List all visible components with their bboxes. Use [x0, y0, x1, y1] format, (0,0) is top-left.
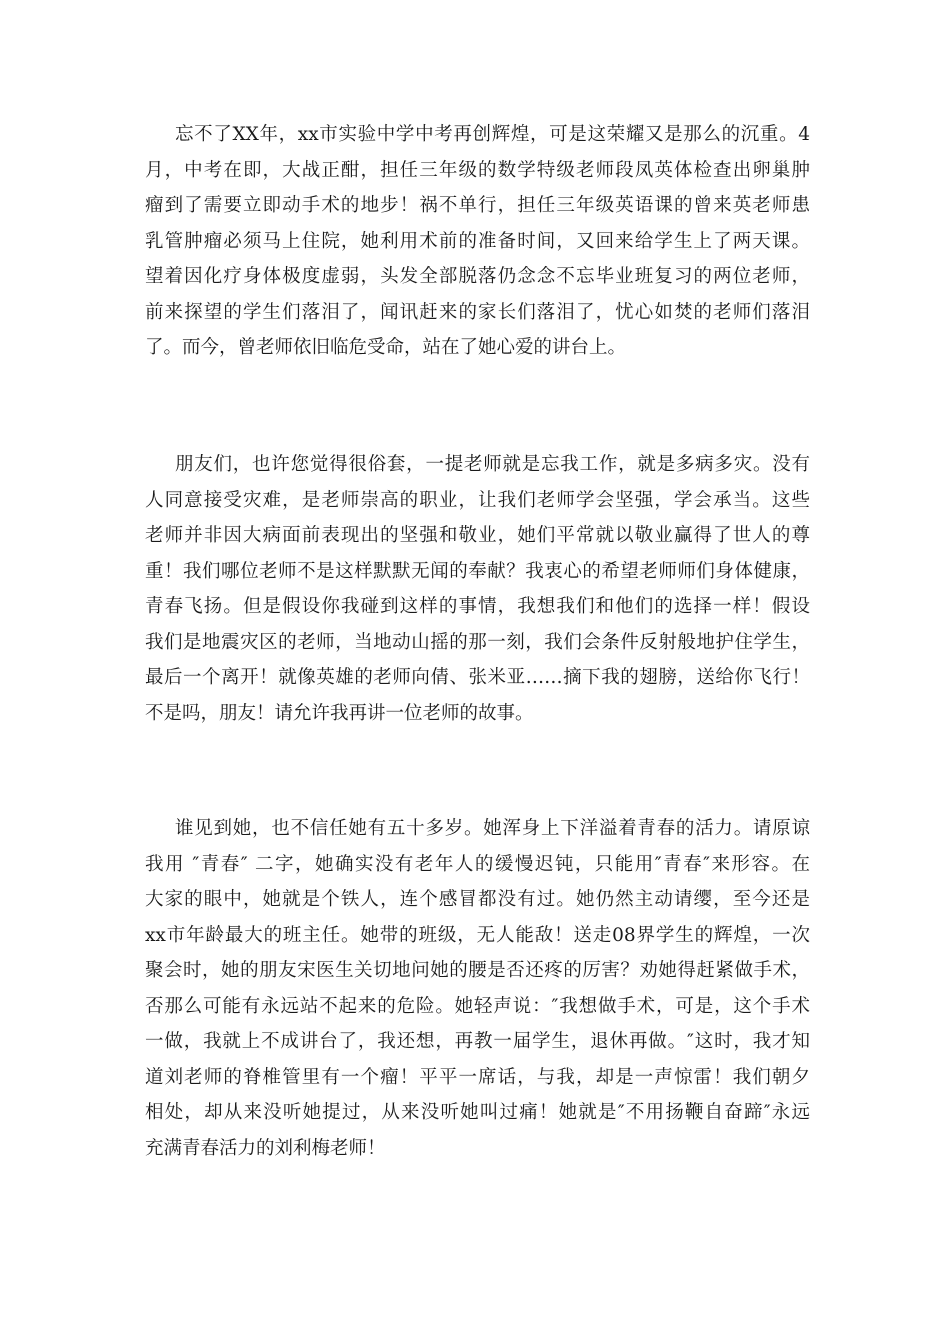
text-line: 谁见到她，也不信任她有五十多岁。她浑身上下洋溢着青春的活力。请原谅 — [175, 818, 810, 839]
text-line: 我们是地震灾区的老师，当地动山摇的那一刻，我们会条件反射般地护住学生， — [145, 631, 810, 653]
text-line: 人同意接受灾难，是老师崇高的职业，让我们老师学会坚强，学会承当。这些 — [145, 489, 810, 511]
text-line: 前来探望的学生们落泪了，闻讯赶来的家长们落泪了，忧心如焚的老师们落泪 — [145, 301, 810, 323]
text-line: 最后一个离开！就像英雄的老师向倩、张米亚……摘下我的翅膀，送给你飞行！ — [145, 667, 810, 688]
text-line: 我用 ″青春″ 二字，她确实没有老年人的缓慢迟钝，只能用″青春″来形容。在 — [145, 853, 810, 875]
text-line: 重！我们哪位老师不是这样默默无闻的奉献？我衷心的希望老师师们身体健康， — [145, 560, 810, 582]
text-line: 望着因化疗身体极度虚弱，头发全部脱落仍念念不忘毕业班复习的两位老师， — [145, 266, 810, 287]
text-line: 否那么可能有永远站不起来的危险。她轻声说：″我想做手术，可是，这个手术 — [145, 995, 810, 1017]
text-line: 道刘老师的脊椎管里有一个瘤！平平一席话，与我，却是一声惊雷！我们朝夕 — [145, 1066, 810, 1088]
text-line: 不是吗，朋友！请允许我再讲一位老师的故事。 — [145, 702, 534, 724]
text-line: 相处，却从来没听她提过，从来没听她叫过痛！她就是″不用扬鞭自奋蹄″永远 — [145, 1102, 810, 1123]
text-line: 一做，我就上不成讲台了，我还想，再教一届学生，退休再做。″这时，我才知 — [145, 1031, 810, 1052]
text-line: 老师并非因大病面前表现出的坚强和敬业，她们平常就以敬业赢得了世人的尊 — [145, 525, 810, 546]
text-line: xx市年龄最大的班主任。她带的班级，无人能敌！送走08界学生的辉煌，一次 — [145, 924, 810, 946]
text-line: 月，中考在即，大战正酣，担任三年级的数学特级老师段凤英体检查出卵巢肿 — [145, 159, 810, 181]
text-line: 朋友们，也许您觉得很俗套，一提老师就是忘我工作，就是多病多灾。没有 — [175, 454, 810, 475]
text-line: 大家的眼中，她就是个铁人，连个感冒都没有过。她仍然主动请缨，至今还是 — [145, 889, 810, 910]
text-line: 聚会时，她的朋友宋医生关切地问她的腰是否还疼的厉害？劝她得赶紧做手术， — [145, 960, 810, 981]
text-line: 乳管肿瘤必须马上住院，她利用术前的准备时间，又回来给学生上了两天课。 — [145, 230, 810, 252]
text-line: 忘不了XX年，xx市实验中学中考再创辉煌，可是这荣耀又是那么的沉重。4 — [175, 124, 810, 145]
text-line: 瘤到了需要立即动手术的地步！祸不单行，担任三年级英语课的曾来英老师患 — [145, 195, 810, 216]
paragraph-2 — [145, 447, 810, 731]
text-line: 了。而今，曾老师依旧临危受命，站在了她心爱的讲台上。 — [145, 337, 627, 358]
text-line: 充满青春活力的刘利梅老师！ — [145, 1137, 386, 1159]
text-line: 青春飞扬。但是假设你我碰到这样的事情，我想我们和他们的选择一样！假设 — [145, 596, 810, 617]
paragraph-3 — [145, 811, 810, 1166]
paragraph-1 — [145, 117, 810, 366]
